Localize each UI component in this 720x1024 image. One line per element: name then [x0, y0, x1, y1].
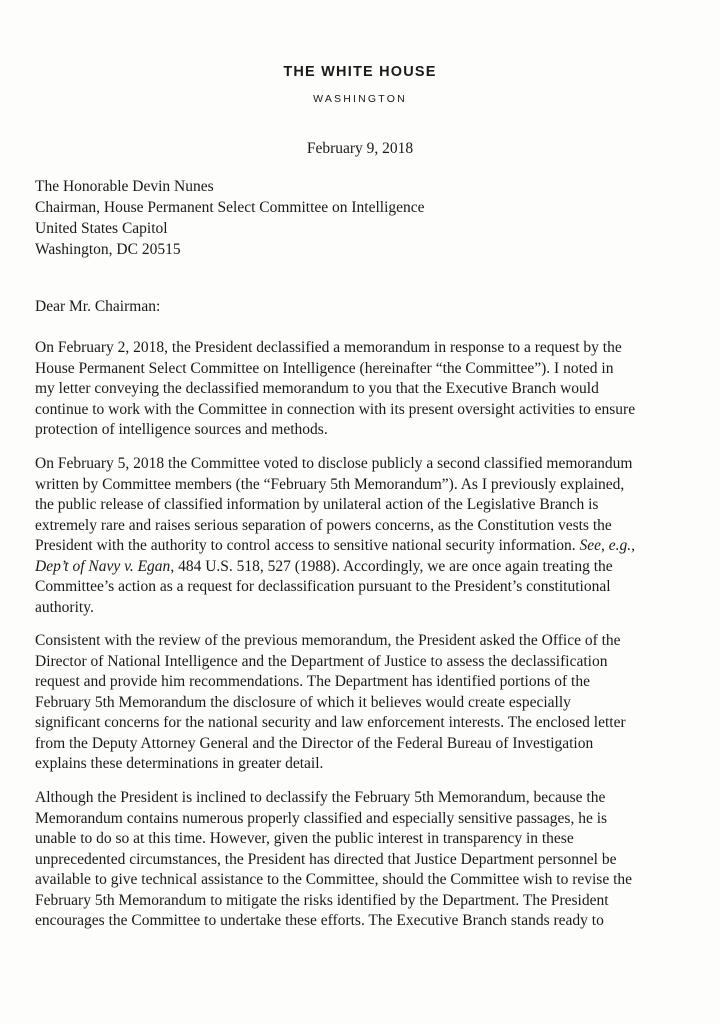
paragraph-line: unprecedented circumstances, the President has directed that Justice Department personnel be	[35, 850, 617, 868]
paragraph-line: On February 5, 2018 the Committee voted to disclose publicly a second classified memorandum	[35, 455, 633, 472]
paragraph-line: protection of intelligence sources and methods.	[35, 421, 328, 438]
paragraph-line: Consistent with the review of the previous memorandum, the President asked the Office of the	[35, 632, 621, 649]
salutation: Dear Mr. Chairman:	[35, 298, 161, 315]
paragraph-line: unable to do so at this time. However, given the public interest in transparency in these	[35, 830, 574, 847]
address-line: Washington, DC 20515	[35, 241, 181, 258]
paragraph-line: encourages the Committee to undertake these efforts. The Executive Branch stands ready to	[35, 912, 604, 929]
citation-signal: See, e.g.,	[579, 537, 636, 554]
paragraph-line: my letter conveying the declassified memorandum to you that the Executive Branch would	[35, 380, 599, 397]
paragraph-line: February 5th Memorandum to mitigate the risks identified by the Department. The President	[35, 891, 609, 909]
paragraph-text: , 484 U.S. 518, 527 (1988). Accordingly, we are once again treating the	[170, 557, 613, 575]
paragraph-line: explains these determinations in greater detail.	[35, 755, 324, 772]
paragraph-line: House Permanent Select Committee on Intelligence (hereinafter “the Committee”). I noted in	[35, 359, 614, 377]
recipient-address	[35, 176, 425, 260]
address-line: The Honorable Devin Nunes	[35, 178, 214, 195]
paragraph-line	[35, 557, 695, 578]
paragraph-line: Director of National Intelligence and the Department of Justice to assess the declassification	[35, 652, 608, 670]
paragraph-line: authority.	[35, 598, 94, 616]
paragraph-text: President with the authority to control access to sensitive national security information.	[35, 537, 576, 554]
paragraph-3	[35, 631, 695, 775]
paragraph-line: written by Committee members (the “February 5th Memorandum”). As I previously explained,	[35, 475, 625, 493]
paragraph-4	[35, 788, 695, 932]
case-citation: Dep’t of Navy v. Egan	[35, 557, 171, 575]
letterhead-subtitle: WASHINGTON	[313, 93, 407, 105]
paragraph-line: extremely rare and raises serious separation of powers concerns, as the Constitution vests the	[35, 516, 612, 534]
paragraph-line: significant concerns for the national security and law enforcement interests. The enclosed letter	[35, 714, 626, 731]
paragraph-line: February 5th Memorandum the disclosure of which it believes would create especially	[35, 693, 571, 711]
letter-date: February 9, 2018	[306, 140, 414, 157]
paragraph-line: continue to work with the Committee in connection with its present oversight activities to ensure	[35, 400, 636, 418]
paragraph-line: the public release of classified information by unilateral action of the Legislative Branch is	[35, 496, 599, 513]
address-line: Chairman, House Permanent Select Committee on Intelligence	[35, 199, 425, 216]
paragraph-line: Committee’s action as a request for declassification pursuant to the President’s constitutional	[35, 578, 611, 595]
paragraph-line: Memorandum contains numerous properly classified and especially sensitive passages, he is	[35, 809, 608, 827]
paragraph-line: from the Deputy Attorney General and the Director of the Federal Bureau of Investigation	[35, 734, 594, 752]
paragraph-2	[35, 454, 695, 618]
paragraph-1	[35, 338, 695, 441]
address-line: United States Capitol	[35, 220, 168, 237]
paragraph-line: Although the President is inclined to declassify the February 5th Memorandum, because the	[35, 789, 606, 806]
paragraph-line: On February 2, 2018, the President declassified a memorandum in response to a request by the	[35, 339, 622, 356]
paragraph-line: available to give technical assistance to the Committee, should the Committee wish to revise the	[35, 871, 633, 888]
paragraph-line: request and provide him recommendations. The Department has identified portions of the	[35, 673, 590, 690]
paragraph-line	[35, 536, 695, 557]
letterhead-title: THE WHITE HOUSE	[283, 64, 437, 80]
